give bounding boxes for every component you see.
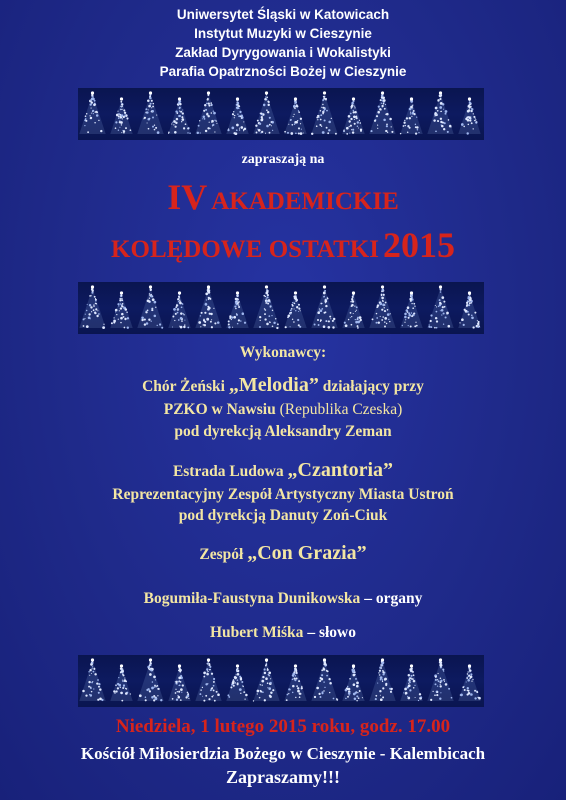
christmas-tree-icon (284, 97, 307, 135)
organizer-university: Uniwersytet Śląski w Katowicach (176, 7, 390, 22)
choir-name: „Melodia” (228, 374, 319, 396)
christmas-tree-icon (427, 658, 453, 701)
choir-prefix: Chór Żeński (142, 378, 229, 395)
invite-text: zapraszają na (241, 152, 325, 167)
christmas-tree-icon (400, 664, 422, 701)
christmas-tree-band-top (78, 88, 484, 140)
christmas-tree-icon (458, 664, 481, 701)
christmas-tree-band-middle (78, 282, 484, 334)
christmas-tree-icon (427, 285, 453, 328)
christmas-tree-icon (226, 664, 248, 701)
estrada-prefix: Estrada Ludowa (172, 463, 288, 480)
christmas-tree-icon (137, 658, 163, 701)
christmas-tree-icon (79, 91, 105, 134)
christmas-tree-icon (168, 664, 190, 701)
organist-line (0, 589, 566, 609)
christmas-tree-icon (168, 291, 190, 328)
christmas-tree-icon (195, 91, 221, 134)
christmas-tree-icon (195, 658, 221, 701)
estrada-line3: pod dyrekcją Danuty Zoń-Ciuk (178, 507, 388, 524)
christmas-tree-icon (110, 291, 132, 328)
organizer-department: Zakład Dyrygowania i Wokalistyki (175, 45, 391, 60)
choir-country: (Republika Czeska) (279, 401, 403, 418)
event-title-line1 (0, 176, 566, 218)
christmas-tree-icon (78, 282, 484, 334)
choir-pzko: PZKO w Nawsiu (163, 401, 280, 418)
christmas-tree-icon (226, 97, 248, 135)
title-numeral: IV (167, 177, 208, 217)
speaker-role: – słowo (303, 624, 356, 641)
choir-line2 (0, 400, 566, 420)
christmas-tree-icon (342, 97, 364, 134)
christmas-tree-icon (78, 88, 484, 140)
christmas-tree-icon (79, 285, 105, 329)
christmas-tree-icon (369, 91, 395, 134)
organist-name: Bogumiła-Faustyna Dunikowska (143, 590, 361, 607)
christmas-tree-icon (253, 91, 279, 134)
christmas-tree-icon (253, 285, 279, 329)
event-date: Niedziela, 1 lutego 2015 roku, godz. 17.00 (115, 716, 451, 737)
speaker-line (0, 623, 566, 643)
christmas-tree-icon (311, 285, 337, 328)
event-title-line2 (0, 224, 566, 266)
christmas-tree-icon (369, 658, 395, 701)
title-year: 2015 (382, 225, 455, 265)
organizer-institute: Instytut Muzyki w Cieszynie (194, 26, 372, 41)
christmas-tree-icon (284, 664, 306, 701)
christmas-tree-icon (400, 97, 423, 134)
christmas-tree-icon (458, 97, 480, 134)
christmas-tree-band-bottom (78, 655, 484, 707)
christmas-tree-icon (168, 97, 191, 134)
christmas-tree-icon (427, 91, 453, 134)
christmas-tree-icon (284, 291, 306, 328)
christmas-tree-icon (226, 291, 248, 328)
christmas-tree-icon (342, 291, 364, 328)
zespol-prefix: Zespół (199, 546, 248, 563)
christmas-tree-icon (78, 655, 484, 707)
choir-line1 (0, 375, 566, 397)
christmas-tree-icon (195, 285, 221, 328)
organizer-parish: Parafia Opatrzności Bożej w Cieszynie (159, 64, 407, 79)
choir-suffix: działający przy (318, 378, 424, 395)
christmas-tree-icon (137, 285, 163, 328)
estrada-line2: Reprezentacyjny Zespół Artystyczny Miasta Ustroń (112, 486, 454, 503)
christmas-tree-icon (400, 291, 422, 328)
estrada-line1 (0, 460, 566, 482)
christmas-tree-icon (311, 91, 338, 135)
closing-text: Zapraszamy!!! (226, 767, 340, 787)
christmas-tree-icon (79, 658, 105, 701)
speaker-name: Hubert Miśka (210, 624, 304, 641)
estrada-name: „Czantoria” (287, 459, 394, 481)
christmas-tree-icon (311, 658, 338, 701)
christmas-tree-icon (253, 658, 280, 701)
title-word-koledowe: KOLĘDOWE OSTATKI (111, 236, 379, 263)
christmas-tree-icon (458, 291, 480, 328)
christmas-tree-icon (342, 664, 364, 701)
choir-line3: pod dyrekcją Aleksandry Zeman (174, 423, 392, 440)
christmas-tree-icon (110, 664, 132, 701)
christmas-tree-icon (137, 91, 163, 134)
christmas-tree-icon (110, 97, 132, 134)
title-word-akademickie: AKADEMICKIE (211, 188, 399, 215)
performers-heading: Wykonawcy: (239, 344, 327, 361)
organist-role: – organy (360, 590, 423, 607)
zespol-line (0, 543, 566, 565)
christmas-tree-icon (369, 285, 395, 328)
event-place: Kościół Miłosierdzia Bożego w Cieszynie - Kalembicach (80, 744, 486, 763)
zespol-name: „Con Grazia” (247, 542, 367, 564)
